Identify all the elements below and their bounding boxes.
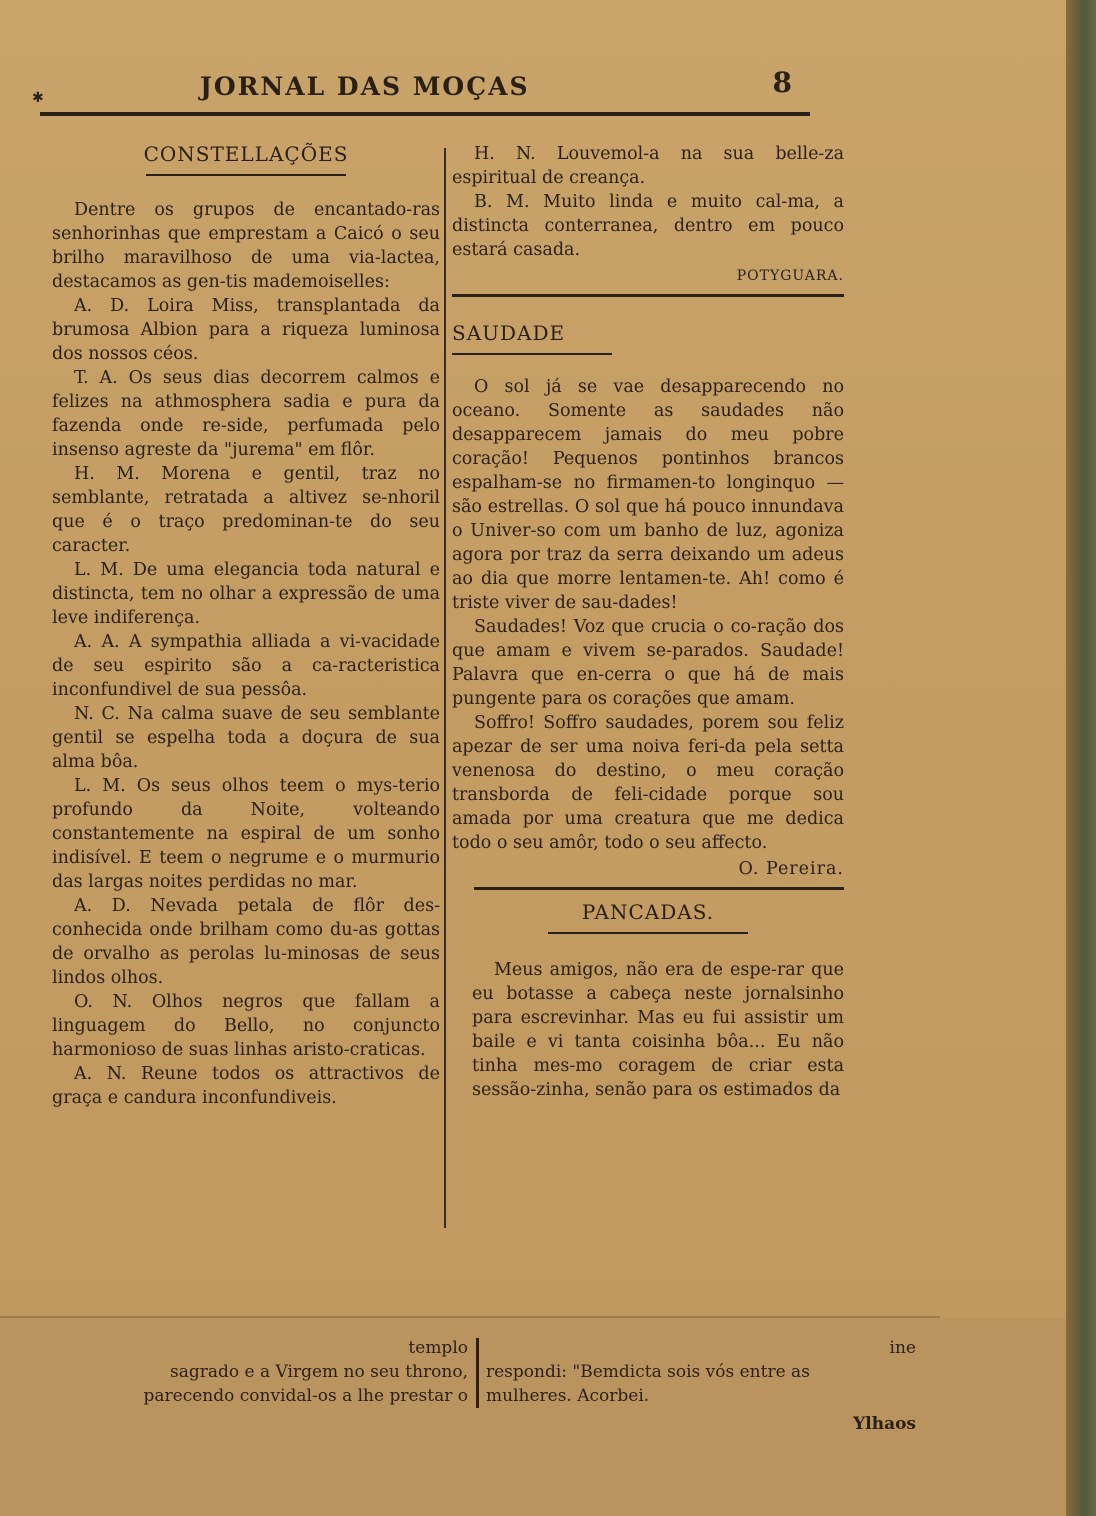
section-heading: PANCADAS. [581, 900, 715, 924]
page-edge [1066, 0, 1096, 1516]
column-divider [444, 148, 446, 1228]
saudade-heading-block [452, 321, 844, 355]
paragraph: Dentre os grupos de encantado-ras senhorinhas que emprestam a Caicó o seu brilho maravilhoso de uma via-lactea, destacamos as gen-tis mademoiselles: [52, 200, 440, 292]
paragraph: Saudades! Voz que crucia o co-ração dos que amam e vivem se-parados. Saudade! Palavra que en-cerra o que há de mais pungente para os corações que amam. [452, 617, 844, 709]
paragraph: L. M. De uma elegancia toda natural e distincta, tem no olhar a expressão de uma leve indiferença. [52, 560, 440, 628]
signature: Ylhaos [853, 1414, 916, 1434]
masthead [32, 66, 810, 112]
masthead-rule [40, 112, 810, 116]
lower-right-fragment [486, 1336, 916, 1436]
paragraph: L. M. Os seus olhos teem o mys-terio profundo da Noite, volteando constantemente na espiral de um sonho indisível. E teem o negrume e o murmurio das largas noites perdidas no mar. [52, 776, 440, 892]
paragraph: A. N. Reune todos os attractivos de graça e candura inconfundiveis. [52, 1064, 440, 1108]
signature: O. Pereira. [738, 859, 844, 879]
lower-column-divider [476, 1338, 479, 1408]
paragraph: Meus amigos, não era de espe-rar que eu botasse a cabeça neste jornalsinho para escrevinhar. Mas eu fui assistir um baile e vi tanta coisinha bôa... Eu não tinha mes-mo coragem de criar esta sessão-zinha, senão para os estimados da [472, 960, 844, 1100]
constellacoes-heading-block [52, 142, 440, 176]
paragraph: O. N. Olhos negros que fallam a linguagem do Bello, no conjuncto harmonioso de suas linhas aristo-craticas. [52, 992, 440, 1060]
section-heading: SAUDADE [452, 321, 566, 345]
left-column [52, 142, 440, 1110]
paragraph: T. A. Os seus dias decorrem calmos e felizes na athmosphera sadia e pura da fazenda onde re-side, perfumada pelo insenso agreste da "jurema" em flôr. [52, 368, 440, 460]
paragraph: N. C. Na calma suave de seu semblante gentil se espelha toda a doçura de sua alma bôa. [52, 704, 440, 772]
text-line: sagrado e a Virgem no seu throno, [170, 1362, 468, 1382]
paragraph: A. A. A sympathia alliada a vi-vacidade de seu espirito são a ca-racteristica inconfundivel de sua pessôa. [52, 632, 440, 700]
heading-underline [146, 174, 346, 176]
text-line: templo [408, 1338, 468, 1358]
page-number: 8 [772, 66, 792, 99]
paragraph: B. M. Muito linda e muito cal-ma, a distincta conterranea, dentro em pouco estará casada. [452, 192, 844, 260]
heading-underline [548, 932, 748, 934]
section-rule [474, 887, 844, 890]
heading-underline [452, 353, 612, 355]
section-heading: CONSTELLAÇÕES [143, 142, 349, 166]
paragraph: A. D. Nevada petala de flôr des-conhecida onde brilham como du-as gottas de orvalho as perolas lu-minosas de seus lindos olhos. [52, 896, 440, 988]
ornament-icon: ✱ [32, 90, 44, 106]
paragraph: H. N. Louvemol-a na sua belle-za espiritual de creança. [452, 144, 844, 188]
text-line: respondi: "Bemdicta sois vós entre as [486, 1362, 810, 1382]
section-rule [452, 294, 844, 297]
right-column [452, 142, 844, 1102]
paragraph: Soffro! Soffro saudades, porem sou feliz apezar de ser uma noiva feri-da pela setta venenosa do destino, o meu coração transborda de feli-cidade porque sou amada por uma creatura que me dedica todo o seu amôr, todo o seu affecto. [452, 713, 844, 853]
text-line: mulheres. Acorbei. [486, 1386, 650, 1406]
page-fold [0, 1316, 940, 1318]
text-line: parecendo convidal-os a lhe prestar o [143, 1386, 468, 1406]
paragraph: O sol já se vae desapparecendo no oceano. Somente as saudades não desapparecem jamais do meu pobre coração! Pequenos pontinhos brancos espalham-se no firmamen-to longinquo — são estrellas. O sol que há pouco innundava o Univer-so com um banho de luz, agoniza agora por traz da serra deixando um adeus ao dia que morre lentamen-te. Ah! como é triste viver de sau-dades! [452, 377, 844, 613]
paragraph: A. D. Loira Miss, transplantada da brumosa Albion para a riqueza luminosa dos nossos céos. [52, 296, 440, 364]
signature: POTYGUARA. [736, 268, 844, 284]
pancadas-heading-block [452, 900, 844, 934]
paragraph: H. M. Morena e gentil, traz no semblante, retratada a altivez se-nhoril que é o traço predominan-te do seu caracter. [52, 464, 440, 556]
newspaper-title: JORNAL DAS MOÇAS [200, 72, 530, 101]
text-line: ine [889, 1338, 916, 1358]
lower-left-fragment [56, 1336, 468, 1408]
